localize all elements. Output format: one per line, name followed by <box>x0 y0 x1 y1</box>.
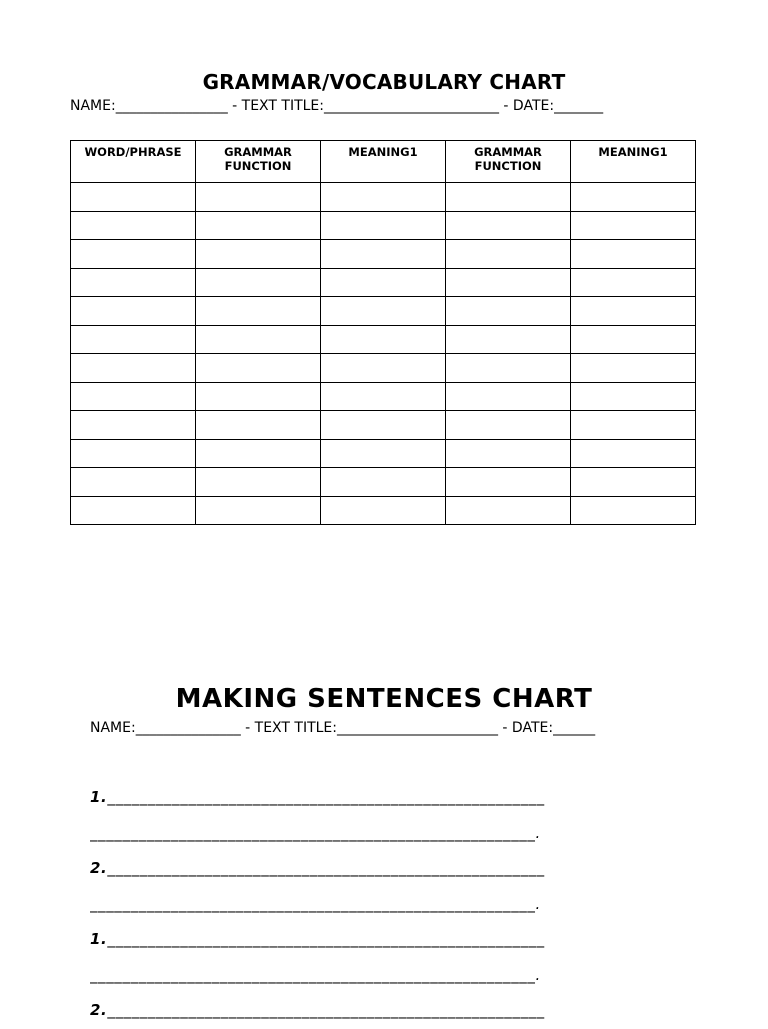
table-cell[interactable] <box>196 183 321 212</box>
column-header-word-phrase: WORD/PHRASE <box>71 141 196 183</box>
sentence-number: 2. <box>90 859 108 877</box>
sentences-chart-info-line: NAME:_______________ - TEXT TITLE:_______________________ - DATE:______ <box>90 720 596 736</box>
sentence-number: 2. <box>90 1001 108 1019</box>
table-cell[interactable] <box>71 211 196 240</box>
sentences-chart-title: MAKING SENTENCES CHART <box>175 684 593 714</box>
table-cell[interactable] <box>446 496 571 525</box>
table-cell[interactable] <box>446 325 571 354</box>
table-cell[interactable] <box>321 297 446 326</box>
table-cell[interactable] <box>196 354 321 383</box>
table-cell[interactable] <box>71 183 196 212</box>
table-cell[interactable] <box>71 268 196 297</box>
table-cell[interactable] <box>71 439 196 468</box>
table-row <box>71 411 696 440</box>
table-cell[interactable] <box>71 382 196 411</box>
table-cell[interactable] <box>321 268 446 297</box>
table-cell[interactable] <box>196 268 321 297</box>
table-cell[interactable] <box>446 439 571 468</box>
table-cell[interactable] <box>446 183 571 212</box>
table-cell[interactable] <box>196 240 321 269</box>
sentence-line[interactable] <box>90 887 690 923</box>
table-row <box>71 496 696 525</box>
column-header-grammar-function: GRAMMAR FUNCTION <box>196 141 321 183</box>
sentence-blank: _______________________________________________________. <box>90 823 541 842</box>
table-cell[interactable] <box>321 240 446 269</box>
table-cell[interactable] <box>71 325 196 354</box>
vocab-table-header <box>71 141 696 183</box>
sentence-number: 1. <box>90 930 108 948</box>
table-cell[interactable] <box>196 496 321 525</box>
sentence-blank: ______________________________________________________ <box>107 1001 545 1019</box>
table-cell[interactable] <box>571 468 696 497</box>
table-cell[interactable] <box>321 439 446 468</box>
table-cell[interactable] <box>571 325 696 354</box>
table-cell[interactable] <box>71 354 196 383</box>
sentence-blank: _______________________________________________________. <box>90 894 541 913</box>
column-header-meaning-2: MEANING1 <box>571 141 696 183</box>
table-cell[interactable] <box>571 496 696 525</box>
vocab-chart-info-line: NAME:________________ - TEXT TITLE:_________________________ - DATE:_______ <box>70 98 604 114</box>
table-cell[interactable] <box>321 183 446 212</box>
table-row <box>71 325 696 354</box>
table-cell[interactable] <box>71 240 196 269</box>
table-cell[interactable] <box>571 439 696 468</box>
table-cell[interactable] <box>446 354 571 383</box>
table-cell[interactable] <box>571 268 696 297</box>
table-cell[interactable] <box>571 354 696 383</box>
table-cell[interactable] <box>321 325 446 354</box>
table-cell[interactable] <box>571 411 696 440</box>
table-row <box>71 183 696 212</box>
table-cell[interactable] <box>196 297 321 326</box>
table-cell[interactable] <box>446 211 571 240</box>
table-row <box>71 297 696 326</box>
sentence-line[interactable] <box>90 993 690 1029</box>
table-cell[interactable] <box>446 297 571 326</box>
table-cell[interactable] <box>196 411 321 440</box>
sentence-blank: ______________________________________________________ <box>107 859 545 877</box>
table-cell[interactable] <box>196 468 321 497</box>
table-row <box>71 439 696 468</box>
table-cell[interactable] <box>571 183 696 212</box>
table-cell[interactable] <box>571 297 696 326</box>
table-cell[interactable] <box>321 354 446 383</box>
table-cell[interactable] <box>321 411 446 440</box>
table-row <box>71 354 696 383</box>
sentence-line[interactable] <box>90 922 690 958</box>
table-row <box>71 468 696 497</box>
table-cell[interactable] <box>196 382 321 411</box>
table-cell[interactable] <box>71 496 196 525</box>
sentence-lines <box>90 780 690 1029</box>
table-cell[interactable] <box>321 382 446 411</box>
sentence-line[interactable] <box>90 816 690 852</box>
table-cell[interactable] <box>446 411 571 440</box>
vocab-chart-title: GRAMMAR/VOCABULARY CHART <box>202 70 566 94</box>
table-cell[interactable] <box>446 240 571 269</box>
vocab-table <box>70 140 696 525</box>
table-cell[interactable] <box>446 268 571 297</box>
sentence-line[interactable] <box>90 958 690 994</box>
table-cell[interactable] <box>571 382 696 411</box>
sentence-line[interactable] <box>90 780 690 816</box>
sentence-blank: ______________________________________________________ <box>107 788 545 806</box>
table-cell[interactable] <box>196 325 321 354</box>
sentence-blank: _______________________________________________________. <box>90 965 541 984</box>
table-cell[interactable] <box>196 439 321 468</box>
sentence-line[interactable] <box>90 851 690 887</box>
sentence-number: 1. <box>90 788 108 806</box>
table-cell[interactable] <box>321 468 446 497</box>
table-row <box>71 211 696 240</box>
table-cell[interactable] <box>571 211 696 240</box>
column-header-meaning: MEANING1 <box>321 141 446 183</box>
table-cell[interactable] <box>71 297 196 326</box>
table-row <box>71 240 696 269</box>
table-cell[interactable] <box>446 382 571 411</box>
table-cell[interactable] <box>71 411 196 440</box>
table-cell[interactable] <box>446 468 571 497</box>
table-cell[interactable] <box>321 211 446 240</box>
vocab-table-body <box>71 183 696 525</box>
sentence-blank: ______________________________________________________ <box>107 930 545 948</box>
table-row <box>71 268 696 297</box>
column-header-grammar-function-2: GRAMMAR FUNCTION <box>446 141 571 183</box>
table-cell[interactable] <box>321 496 446 525</box>
table-cell[interactable] <box>196 211 321 240</box>
table-cell[interactable] <box>571 240 696 269</box>
table-cell[interactable] <box>71 468 196 497</box>
table-row <box>71 382 696 411</box>
